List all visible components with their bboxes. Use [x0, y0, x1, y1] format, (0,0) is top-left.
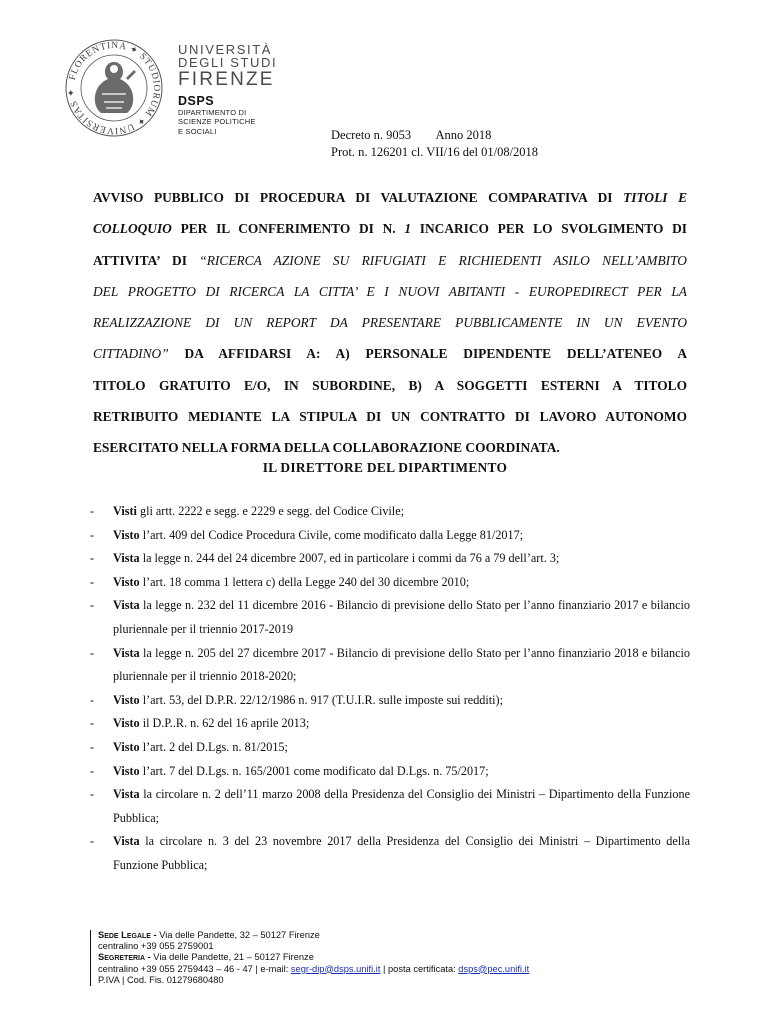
recital-text: la legge n. 205 del 27 dicembre 2017 - Bilancio di previsione dello Stato per l’anno finanziario 2018 e bilancio pluriennale per il triennio 2018-2020;: [113, 645, 690, 684]
list-dash: -: [90, 504, 95, 518]
title-text: RETRIBUITO MEDIANTE LA STIPULA DI UN CONTRATTO DI LAVORO AUTONOMO: [93, 409, 687, 425]
list-dash: -: [90, 692, 95, 707]
title-text-italic: 1: [404, 221, 412, 237]
title-line: [93, 213, 687, 244]
title-text-italic: REALIZZAZIONE DI UN REPORT DA PRESENTARE PUBBLICAMENTE IN UN EVENTO: [93, 315, 687, 331]
list-item: [90, 689, 690, 713]
notice-title: [93, 182, 687, 464]
university-seal-logo: [64, 38, 164, 138]
decree-reference: [331, 127, 538, 161]
recital-verb: Visto: [113, 763, 140, 778]
university-name-line2: DEGLI STUDI: [178, 55, 278, 70]
list-dash: -: [90, 716, 95, 731]
recital-text: l’art. 409 del Codice Procedura Civile, come modificato dalla Legge 81/2017;: [139, 527, 524, 542]
list-dash: -: [90, 527, 95, 542]
sede-legale-address: Via delle Pandette, 32 – 50127 Firenze: [156, 930, 320, 940]
recital-verb: Vista: [113, 834, 140, 849]
centralino-main: centralino +39 055 2759001: [98, 941, 214, 952]
department-name-line3: E SOCIALI: [178, 126, 217, 136]
recital-verb: Vista: [113, 551, 140, 566]
department-name-line2: SCIENZE POLITICHE: [178, 117, 256, 126]
decree-number: Decreto n. 9053 Anno 2018: [331, 128, 492, 142]
title-text-italic: TITOLI E: [623, 190, 687, 205]
list-item: [90, 830, 690, 877]
centralino-segreteria: centralino +39 055 2759443 – 46 - 47 | e-mail:: [98, 963, 291, 974]
title-line: [93, 182, 687, 213]
title-text-italic: CITTADINO”: [93, 346, 169, 362]
title-text: DA AFFIDARSI A: A) PERSONALE DIPENDENTE DELL’ATENEO A: [168, 346, 687, 362]
recital-text: l’art. 53, del D.P.R. 22/12/1986 n. 917 (T.U.I.R. sulle imposte sui redditi);: [139, 692, 503, 707]
recital-verb: Vista: [113, 598, 140, 613]
list-dash: -: [90, 739, 95, 754]
recital-text: il D.P..R. n. 62 del 16 aprile 2013;: [139, 716, 310, 731]
title-line: [93, 276, 687, 307]
email-link[interactable]: segr-dip@dsps.unifi.it: [290, 963, 381, 974]
recital-text: l’art. 2 del D.Lgs. n. 81/2015;: [139, 739, 288, 754]
recital-verb: Vista: [113, 787, 140, 802]
recital-verb: Visto: [113, 527, 140, 542]
title-text-italic: COLLOQUIO: [93, 221, 172, 237]
recital-text: l’art. 7 del D.Lgs. n. 165/2001 come modificato dal D.Lgs. n. 75/2017;: [139, 763, 489, 778]
list-item: [90, 642, 690, 689]
list-dash: -: [90, 645, 95, 660]
sede-legale-label: Sede Legale -: [98, 930, 157, 940]
list-dash: -: [90, 598, 95, 613]
list-dash: -: [90, 787, 95, 802]
pec-label: | posta certificata:: [380, 963, 459, 974]
protocol-number: Prot. n. 126201 cl. VII/16 del 01/08/2018: [331, 145, 539, 159]
list-item: [90, 571, 690, 595]
recital-text: la circolare n. 3 del 23 novembre 2017 della Presidenza del Consiglio dei Ministri – Dipartimento della Funzione Pubblica;: [113, 834, 690, 872]
recital-text: la legge n. 244 del 24 dicembre 2007, ed in particolare i commi da 76 a 79 dell’art. 3;: [139, 551, 560, 566]
title-text-italic: DEL PROGETTO DI RICERCA LA CITTA’ E I NUOVI ABITANTI - EUROPEDIRECT PER LA: [93, 283, 687, 299]
title-line: [93, 307, 687, 338]
university-name-line3: FIRENZE: [178, 69, 275, 90]
list-item: [90, 736, 690, 760]
title-line: [93, 245, 687, 276]
department-acronym: DSPS: [178, 94, 215, 108]
university-name-line1: UNIVERSITÀ: [178, 42, 273, 57]
vat-fiscal-code: P.IVA | Cod. Fis. 01279680480: [98, 974, 224, 985]
list-item: [90, 712, 690, 736]
recital-verb: Visto: [113, 716, 140, 731]
recital-verb: Visto: [113, 692, 140, 707]
recital-verb: Visto: [113, 574, 140, 589]
list-item: [90, 524, 690, 548]
title-text: ATTIVITA’ DI: [93, 252, 200, 268]
title-text: INCARICO PER LO SVOLGIMENTO DI: [411, 221, 687, 237]
recital-verb: Vista: [113, 645, 140, 660]
title-line: [93, 370, 687, 401]
recital-verb: Visti: [113, 504, 137, 518]
segreteria-label: Segreteria -: [98, 952, 151, 963]
svg-text:FLORENTINA ✦ STUDIORUM ✦ UNIVE: FLORENTINA ✦ STUDIORUM ✦ UNIVERSITAS ✦: [66, 40, 162, 136]
page-footer: [90, 930, 529, 986]
director-heading: IL DIRETTORE DEL DIPARTIMENTO: [262, 460, 508, 475]
title-line: [93, 338, 687, 369]
recital-text: gli artt. 2222 e segg. e 2229 e segg. del Codice Civile;: [136, 504, 404, 518]
list-item: [90, 760, 690, 784]
title-text: PER IL CONFERIMENTO DI N.: [171, 221, 405, 237]
title-text: AVVISO PUBBLICO DI PROCEDURA DI VALUTAZIONE COMPARATIVA DI: [93, 190, 624, 205]
recitals-list: [90, 500, 690, 878]
title-text: ESERCITATO NELLA FORMA DELLA COLLABORAZIONE COORDINATA.: [93, 440, 560, 456]
list-dash: -: [90, 763, 95, 778]
title-text: TITOLO GRATUITO E/O, IN SUBORDINE, B) A SOGGETTI ESTERNI A TITOLO: [93, 377, 687, 393]
recital-text: la circolare n. 2 dell’11 marzo 2008 della Presidenza del Consiglio dei Ministri – Dipartimento della Funzione Pubblica;: [113, 787, 690, 825]
segreteria-address: Via delle Pandette, 21 – 50127 Firenze: [150, 952, 314, 963]
list-dash: -: [90, 574, 95, 589]
title-text-italic: “RICERCA AZIONE SU RIFUGIATI E RICHIEDENTI ASILO NELL’AMBITO: [199, 252, 687, 268]
pec-email-link[interactable]: dsps@pec.unifi.it: [458, 963, 530, 974]
list-item: [90, 500, 690, 524]
recital-text: la legge n. 232 del 11 dicembre 2016 - Bilancio di previsione dello Stato per l’anno finanziario 2017 e bilancio pluriennale per il triennio 2017-2019: [113, 598, 690, 636]
recital-verb: Visto: [113, 739, 140, 754]
department-name-line1: DIPARTIMENTO DI: [178, 107, 247, 117]
list-dash: -: [90, 551, 95, 566]
title-line: [93, 432, 687, 463]
list-item: [90, 547, 690, 571]
list-dash: -: [90, 834, 95, 849]
list-item: [90, 783, 690, 830]
university-wordmark: [178, 43, 277, 136]
recital-text: l’art. 18 comma 1 lettera c) della Legge 240 del 30 dicembre 2010;: [139, 574, 470, 589]
list-item: [90, 594, 690, 641]
title-line: [93, 401, 687, 432]
